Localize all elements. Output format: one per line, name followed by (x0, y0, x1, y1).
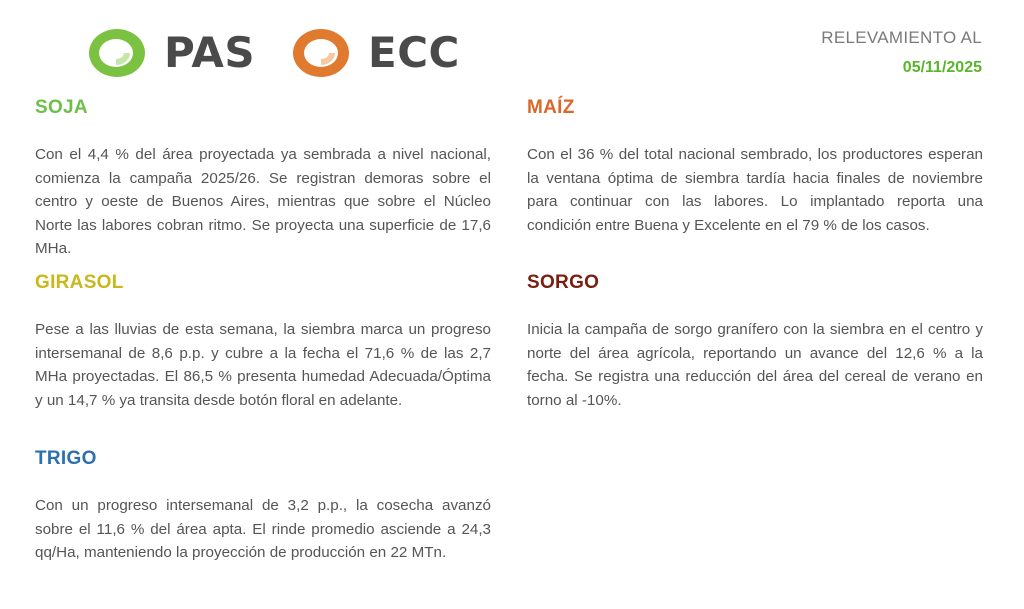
section-title-soja: SOJA (35, 97, 88, 118)
section-text-maiz: Con el 36 % del total nacional sembrado, los productores esperan la ventana óptima de siembra tardía hacia finales de noviembre para continuar con las labores. Lo implantado reporta una condición entre Buena y Excelente en el 79 % de los casos. (527, 146, 983, 234)
pas-ring-icon (86, 26, 148, 80)
section-text-soja: Con el 4,4 % del área proyectada ya sembrada a nivel nacional, comienza la campaña 2025/26. Se registran demoras sobre el centro y oeste de Buenos Aires, mientras que sobre el Núcleo Norte las labores cobran ritmo. Se proyecta una superficie de 17,6 MHa. (35, 146, 491, 257)
survey-date: 05/11/2025 (902, 59, 982, 76)
section-text-sorgo: Inicia la campaña de sorgo granífero con la siembra en el centro y norte del área agrícola, reportando un avance del 12,6 % a la fecha. Se registra una reducción del área del cereal de verano en torno al -10%. (527, 321, 983, 409)
section-maiz (527, 97, 983, 237)
section-girasol (35, 272, 491, 412)
pas-logo-text: PAS (164, 28, 256, 77)
ecc-ring-icon (290, 26, 352, 80)
section-title-sorgo: SORGO (527, 272, 600, 293)
ecc-logo-text: ECC (368, 28, 460, 77)
section-soja (35, 97, 491, 261)
survey-label: RELEVAMIENTO AL (821, 28, 982, 47)
pas-logo (86, 26, 255, 80)
section-trigo (35, 448, 491, 565)
section-text-trigo: Con un progreso intersemanal de 3,2 p.p., la cosecha avanzó sobre el 11,6 % del área apta. El rinde promedio asciende a 24,3 qq/Ha, manteniendo la proyección de producción en 22 MTn. (35, 497, 491, 561)
survey-info (821, 28, 982, 77)
ecc-logo (290, 26, 460, 80)
section-title-maiz: MAÍZ (527, 97, 575, 118)
section-title-trigo: TRIGO (35, 448, 97, 469)
section-sorgo (527, 272, 983, 412)
section-title-girasol: GIRASOL (35, 272, 124, 293)
section-text-girasol: Pese a las lluvias de esta semana, la siembra marca un progreso intersemanal de 8,6 p.p. y cubre a la fecha el 71,6 % de las 2,7 MHa proyectadas. El 86,5 % presenta humedad Adecuada/Óptima y un 14,7 % ya transita desde botón floral en adelante. (35, 321, 491, 409)
